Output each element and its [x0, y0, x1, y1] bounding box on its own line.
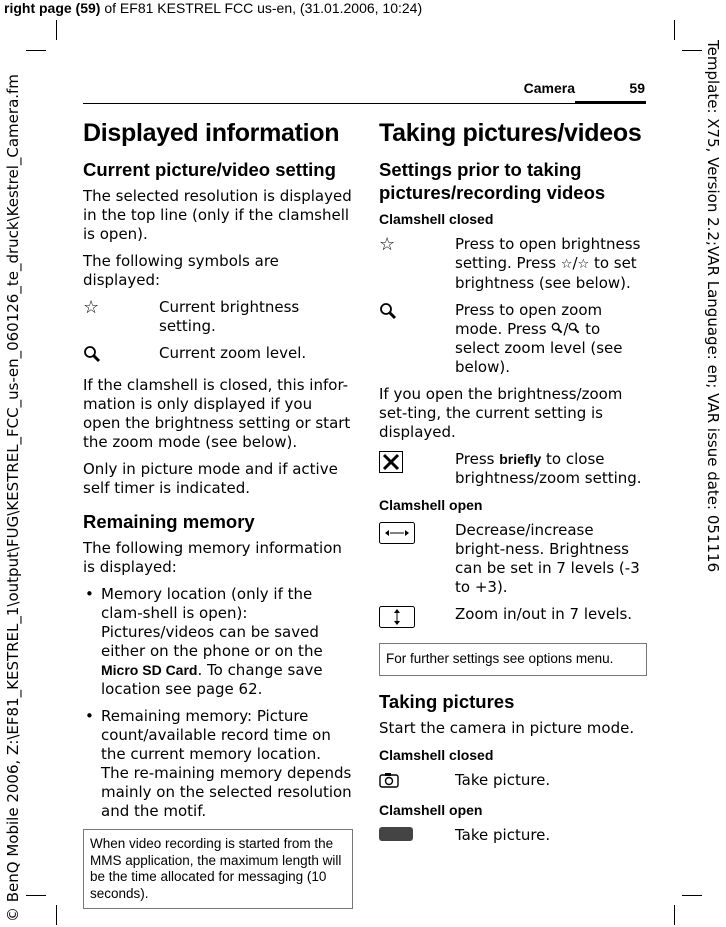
row-text: [455, 301, 647, 377]
subsection-remaining-memory: Remaining memory: [83, 511, 255, 532]
print-metadata-bold: right page (59): [4, 0, 101, 16]
print-metadata-rest: of EF81 KESTREL FCC us-en, (31.01.2006, 10:24): [100, 0, 423, 16]
clamshell-closed-label: Clamshell closed: [379, 746, 494, 763]
paragraph: Only in picture mode and if active self timer is indicated.: [83, 460, 338, 497]
brightness-star-icon: ☆: [379, 234, 396, 255]
micro-sd-card-term: Micro SD Card: [101, 662, 198, 678]
row-close-setting: [379, 450, 647, 488]
subsection-current-setting: Current picture/video setting: [83, 159, 336, 180]
left-column: [83, 118, 353, 909]
list-item-text: . To change save location see page 62.: [101, 661, 323, 698]
paragraph: The following memory information is displayed:: [83, 539, 342, 576]
row-text-part: Press to open zoom mode. Press: [455, 301, 603, 338]
row-zoom-closed: [379, 301, 647, 377]
zoom-small-icon: [551, 322, 563, 334]
template-info-text: Template: X75, Version 2.2;VAR Language: en; VAR issue date: 051116: [704, 40, 722, 573]
paragraph: If you open the brightness/zoom set-ting, the current setting is displayed.: [379, 385, 623, 441]
row-text-part: to close brightness/zoom setting.: [455, 450, 642, 487]
clamshell-closed-label: Clamshell closed: [379, 211, 494, 227]
symbol-row-brightness: [83, 298, 353, 336]
row-take-picture-closed: [379, 771, 647, 793]
row-text: Take picture.: [455, 770, 551, 789]
page-number: 59: [629, 80, 645, 96]
side-key-left-right-icon: [379, 522, 415, 544]
list-item: • Remaining memory: Picture count/available record time on the current memory location. The re-maining memory depends mainly on the selected resolution and the motif.: [83, 707, 353, 821]
row-brightness-open: [379, 521, 647, 597]
list-item-text: Memory location (only if the clam-shell is open): Pictures/videos can be saved either on the phone or on the: [101, 585, 323, 660]
brightness-star-icon: ☆: [83, 297, 100, 318]
crop-mark: [26, 50, 46, 51]
section-title-displayed-information: Displayed information: [83, 119, 340, 147]
symbol-row-zoom: [83, 344, 353, 368]
list-item: [83, 585, 353, 699]
paragraph: Start the camera in picture mode.: [379, 718, 635, 737]
paragraph: The following symbols are displayed:: [83, 252, 279, 289]
crop-mark: [56, 20, 57, 40]
crop-mark: [56, 905, 57, 925]
subsection-taking-pictures: Taking pictures: [379, 690, 515, 712]
row-text: Take picture.: [455, 825, 551, 844]
row-zoom-open: [379, 605, 647, 633]
header-rule: [83, 103, 646, 104]
camera-key-icon: [379, 772, 399, 788]
section-title-taking-pictures-videos: Taking pictures/videos: [379, 119, 642, 147]
template-info: [700, 40, 724, 660]
zoom-magnifier-icon: [83, 345, 101, 363]
row-brightness-closed: [379, 235, 647, 293]
header-rule-thick: [575, 101, 646, 104]
paragraph: The selected resolution is displayed in the top line (only if the clamshell is open).: [83, 187, 352, 243]
copyright-path: [2, 74, 26, 922]
zoom-small-icon: [568, 322, 580, 334]
crop-mark: [674, 20, 675, 40]
row-take-picture-open: [379, 826, 647, 846]
row-text: [455, 235, 647, 293]
zoom-magnifier-icon: [379, 302, 397, 320]
row-text: Zoom in/out in 7 levels.: [455, 605, 633, 623]
row-text: Decrease/increase bright-ness. Brightness can be set in 7 levels (-3 to +3).: [455, 521, 640, 596]
row-text-part: /: [572, 254, 578, 272]
row-text-part: Press: [455, 450, 500, 468]
crop-mark: [26, 895, 46, 896]
clamshell-open-label: Clamshell open: [379, 497, 483, 513]
close-x-icon: [379, 451, 403, 473]
running-header-title: Camera: [523, 80, 575, 96]
clamshell-open-label: Clamshell open: [379, 801, 483, 818]
memory-info-list: [83, 585, 353, 821]
brightness-star-small-icon: ☆: [560, 257, 573, 272]
row-text-part: Press to open brightness setting. Press: [455, 235, 641, 272]
row-text-part: to set brightness (see below).: [455, 254, 637, 292]
subsection-settings-prior: Settings prior to taking pictures/recording videos: [379, 159, 606, 203]
row-text: [455, 450, 647, 488]
print-metadata: [4, 0, 422, 16]
right-column: [379, 118, 647, 854]
briefly-term: briefly: [499, 451, 542, 467]
brightness-star-small-icon: ☆: [577, 257, 590, 272]
side-key-up-down-icon: [379, 606, 415, 628]
paragraph: If the clamshell is closed, this infor-mation is only displayed if you open the brightness setting or start the zoom mode (see below).: [83, 376, 351, 451]
crop-mark: [682, 50, 702, 51]
note-box-options: For further settings see options menu.: [379, 643, 647, 676]
note-box-video: When video recording is started from the MMS application, the maximum length will be the time allocated for messaging (10 seconds).: [83, 829, 353, 909]
symbol-desc: Current brightness setting.: [159, 298, 300, 335]
row-text-part: /: [563, 320, 569, 338]
symbol-desc: Current zoom level.: [159, 344, 307, 362]
row-text-part: to select zoom level (see below).: [455, 320, 623, 376]
crop-mark: [682, 895, 702, 896]
crop-mark: [674, 905, 675, 925]
copyright-path-text: © BenQ Mobile 2006, Z:\EF81_KESTREL_1\output\FUG\KESTREL_FCC_us-en_060126_te_druck\Kestrel_Camera.fm: [4, 74, 22, 922]
center-key-icon: [379, 827, 413, 841]
